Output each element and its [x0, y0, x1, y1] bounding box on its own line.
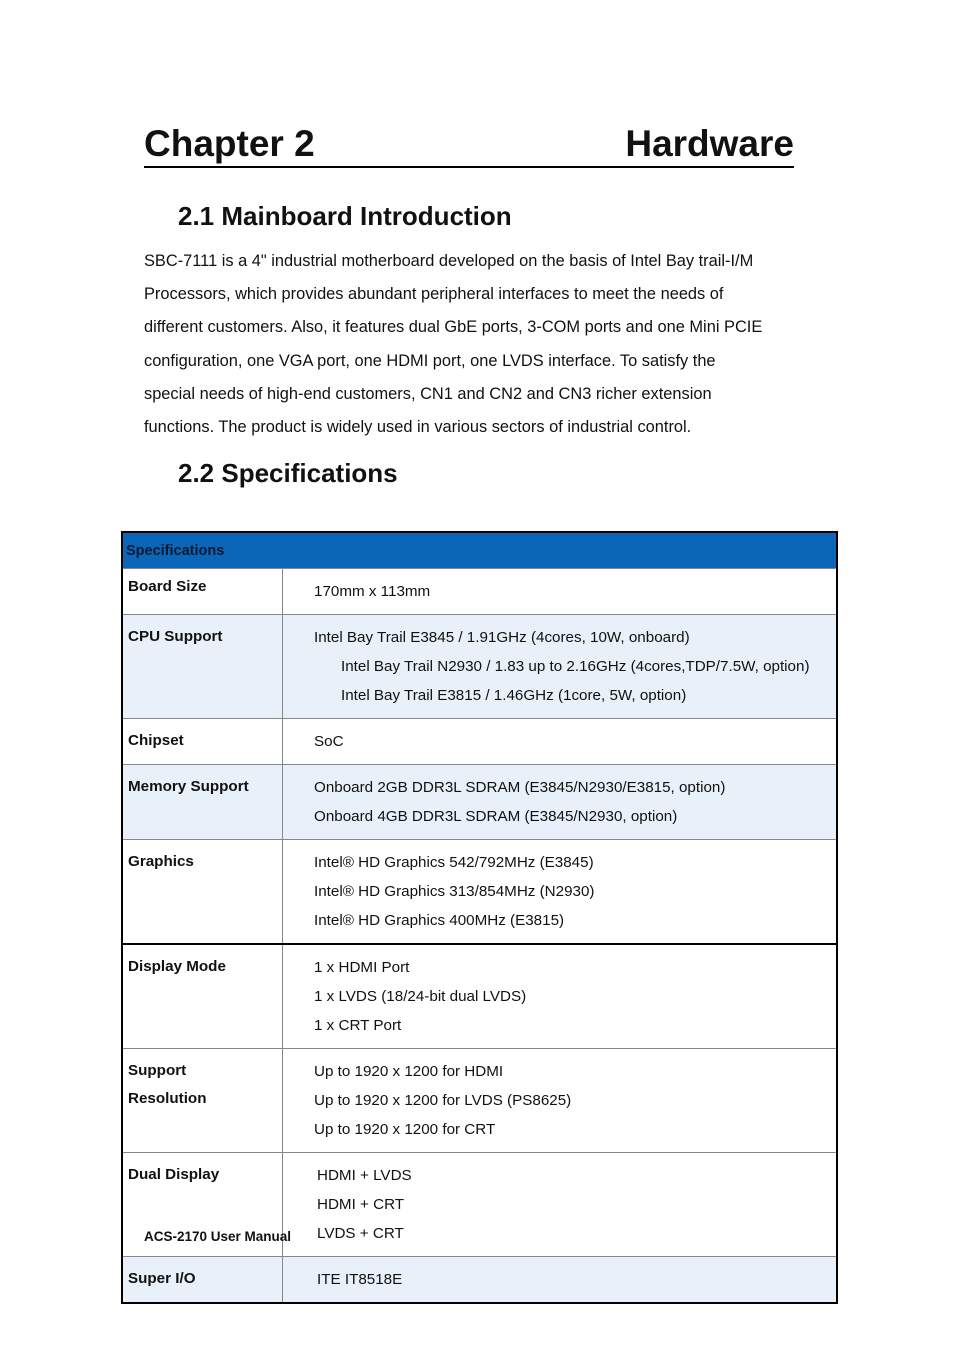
spec-value — [283, 1049, 838, 1153]
intro-line: Processors, which provides abundant peripheral interfaces to meet the needs of — [144, 285, 724, 304]
spec-value-line: Intel Bay Trail N2930 / 1.83 up to 2.16GHz (4cores,TDP/7.5W, option) — [341, 658, 810, 675]
spec-value — [283, 615, 838, 719]
table-row — [122, 719, 837, 765]
chapter-heading — [144, 122, 794, 168]
table-row — [122, 765, 837, 840]
spec-value — [283, 840, 838, 945]
table-header: Specifications — [122, 532, 837, 569]
spec-value-line: Up to 1920 x 1200 for CRT — [314, 1121, 496, 1138]
spec-value-line: Up to 1920 x 1200 for LVDS (PS8625) — [314, 1092, 572, 1109]
intro-line: special needs of high-end customers, CN1 and CN2 and CN3 richer extension — [144, 384, 712, 403]
spec-value-line: Onboard 4GB DDR3L SDRAM (E3845/N2930, option) — [314, 808, 678, 825]
intro-paragraph — [144, 245, 816, 444]
intro-line: configuration, one VGA port, one HDMI port, one LVDS interface. To satisfy the — [144, 351, 716, 370]
spec-value-line: LVDS + CRT — [317, 1225, 404, 1242]
table-row — [122, 944, 837, 1049]
spec-value-line: SoC — [314, 733, 344, 750]
spec-value-line: Intel® HD Graphics 400MHz (E3815) — [314, 912, 565, 929]
chapter-number: Chapter 2 — [144, 123, 315, 164]
spec-value-line: HDMI + CRT — [317, 1196, 405, 1213]
spec-label: Chipset — [122, 719, 283, 765]
page-footer: ACS-2170 User Manual — [144, 1229, 292, 1244]
spec-value-line: Onboard 2GB DDR3L SDRAM (E3845/N2930/E3815, option) — [314, 779, 726, 796]
spec-value-line: Up to 1920 x 1200 for HDMI — [314, 1063, 504, 1080]
spec-value-line: HDMI + LVDS — [317, 1167, 412, 1184]
spec-label — [122, 1049, 283, 1153]
table-row — [122, 569, 837, 615]
intro-line: SBC-7111 is a 4" industrial motherboard developed on the basis of Intel Bay trail-I/M — [144, 252, 754, 270]
spec-value — [283, 765, 838, 840]
spec-label: Memory Support — [122, 765, 283, 840]
spec-value-line: ITE IT8518E — [317, 1271, 403, 1288]
table-header-row — [122, 532, 837, 569]
spec-value — [283, 719, 838, 765]
specifications-table — [121, 531, 838, 1304]
intro-line: different customers. Also, it features dual GbE ports, 3-COM ports and one Mini PCIE — [144, 318, 763, 337]
spec-label: Display Mode — [122, 944, 283, 1049]
spec-label: Super I/O — [122, 1257, 283, 1304]
spec-label: Board Size — [122, 569, 283, 615]
spec-value — [283, 1153, 838, 1257]
spec-value — [283, 944, 838, 1049]
spec-value-line: 1 x LVDS (18/24-bit dual LVDS) — [314, 988, 527, 1005]
spec-value-line: 1 x HDMI Port — [314, 959, 410, 976]
table-row — [122, 1257, 837, 1304]
table-row — [122, 1049, 837, 1153]
spec-label-line: Support — [128, 1062, 187, 1079]
spec-label: Dual Display — [122, 1153, 283, 1257]
spec-label-line: Resolution — [128, 1090, 207, 1107]
spec-value-line: Intel® HD Graphics 542/792MHz (E3845) — [314, 854, 594, 871]
spec-value — [283, 1257, 838, 1304]
table-row — [122, 615, 837, 719]
spec-value — [283, 569, 838, 615]
spec-value-line: Intel® HD Graphics 313/854MHz (N2930) — [314, 883, 595, 900]
spec-value-line: 170mm x 113mm — [314, 583, 431, 600]
spec-value-line: 1 x CRT Port — [314, 1017, 402, 1034]
spec-value-line: Intel Bay Trail E3845 / 1.91GHz (4cores, 10W, onboard) — [314, 629, 690, 646]
spec-label: Graphics — [122, 840, 283, 945]
section-heading-intro: 2.1 Mainboard Introduction — [178, 201, 512, 231]
intro-line: functions. The product is widely used in various sectors of industrial control. — [144, 418, 692, 437]
spec-value-line: Intel Bay Trail E3815 / 1.46GHz (1core, 5W, option) — [341, 687, 687, 704]
section-heading-specifications: 2.2 Specifications — [178, 458, 398, 488]
chapter-title: Hardware — [625, 123, 794, 164]
spec-label: CPU Support — [122, 615, 283, 719]
table-row — [122, 840, 837, 945]
